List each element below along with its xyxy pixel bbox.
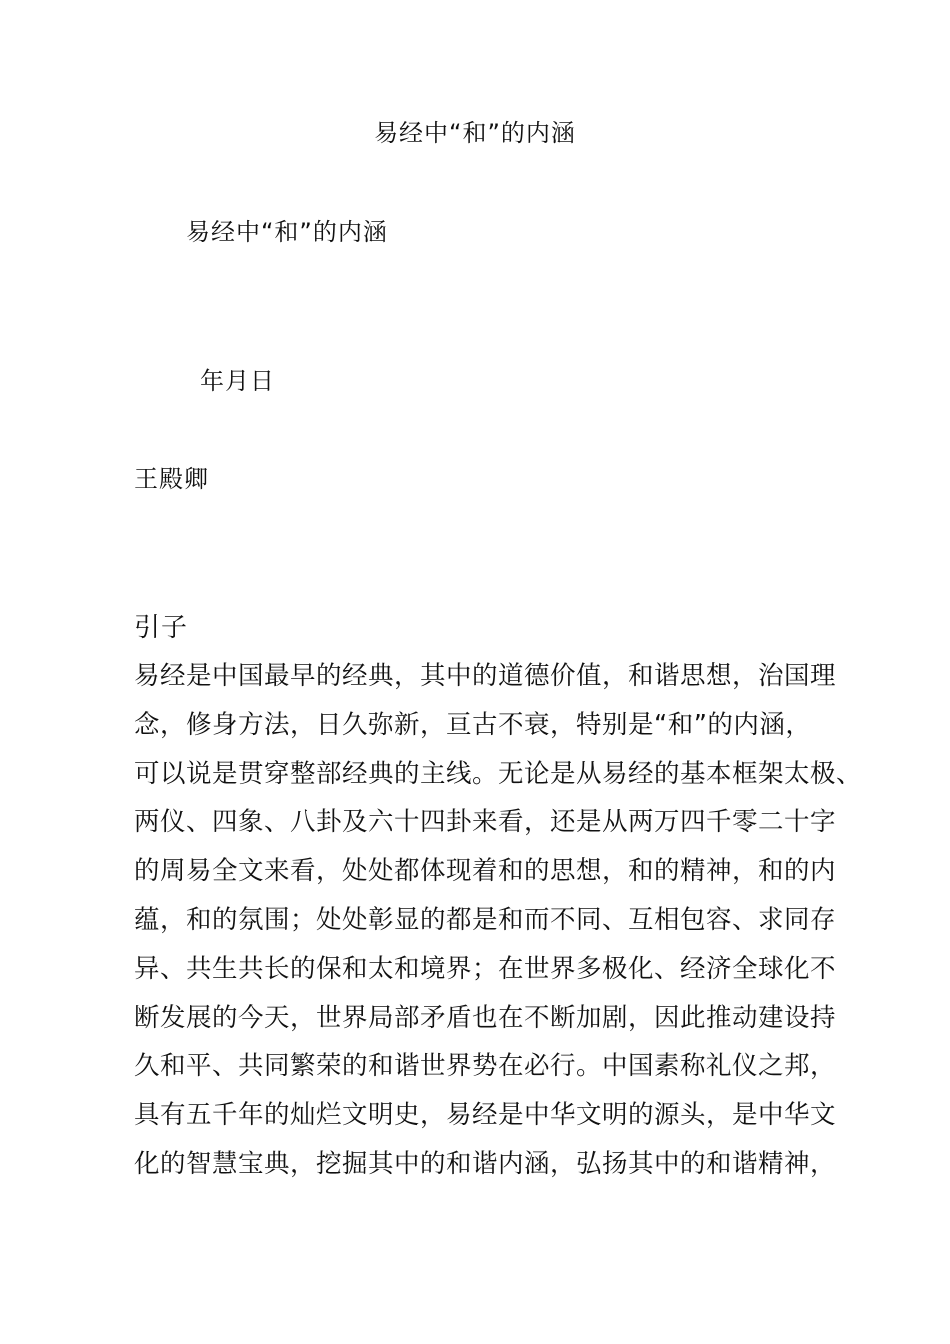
section-heading: 引子 [134,613,189,643]
body-line: 蕴，和的氛围；处处彰显的都是和而不同、互相包容、求同存 [134,904,837,935]
body-line: 具有五千年的灿烂文明史，易经是中华文明的源头，是中华文 [134,1100,837,1131]
date-line: 年月日 [200,367,275,395]
body-line: 异、共生共长的保和太和境界；在世界多极化、经济全球化不 [134,953,837,984]
body-line: 易经是中国最早的经典，其中的道德价值，和谐思想，治国理 [134,661,837,691]
body-line: 可以说是贯穿整部经典的主线。无论是从易经的基本框架太极、 [134,758,863,789]
body-text [134,659,863,1196]
body-line: 久和平、共同繁荣的和谐世界势在必行。中国素称礼仪之邦， [134,1051,837,1082]
body-line: 的周易全文来看，处处都体现着和的思想，和的精神，和的内 [134,856,837,887]
body-line: 两仪、四象、八卦及六十四卦来看，还是从两万四千零二十字 [134,807,837,838]
document-title: 易经中“和”的内涵 [374,119,576,147]
body-line: 化的智慧宝典，挖掘其中的和谐内涵，弘扬其中的和谐精神， [134,1148,837,1179]
document-subtitle: 易经中“和”的内涵 [186,218,388,246]
body-line: 断发展的今天，世界局部矛盾也在不断加剧，因此推动建设持 [134,1002,837,1033]
body-line: 念，修身方法，日久弥新，亘古不衰，特别是“和”的内涵， [134,709,812,740]
author-name: 王殿卿 [134,465,209,493]
